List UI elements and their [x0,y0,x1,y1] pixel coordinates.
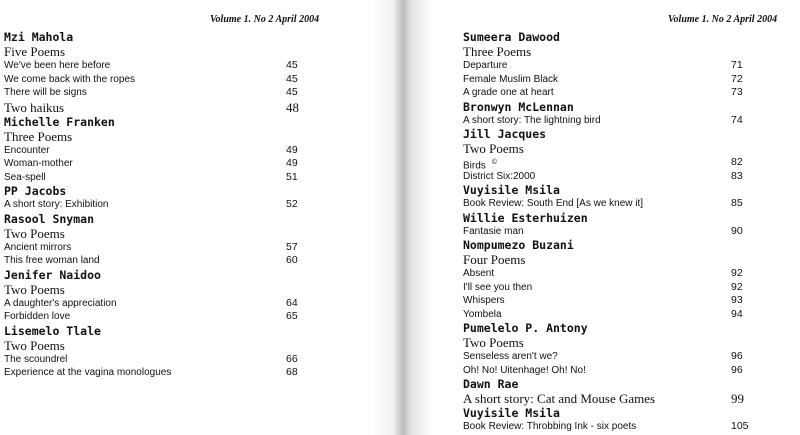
entry-title: We come back with the ropes [4,73,135,85]
toc-entry [463,364,800,378]
page-number: 99 [731,391,744,406]
page-number: 73 [731,86,743,98]
toc-entry [4,73,392,87]
toc-entry [4,59,392,73]
entry-title: This free woman land [4,255,100,266]
page-number: 92 [731,280,743,293]
page-number: 52 [286,198,298,210]
entry-title: Absent [463,268,495,279]
entry-title: Birds [463,160,486,172]
section-heading: Two Poems [463,141,524,156]
toc-entry [4,366,392,380]
entry-title: Female Muslim Black [463,73,559,85]
toc-entry [463,420,800,434]
entry-title: Woman-mother [4,158,73,169]
page-number: 92 [731,267,743,279]
entry-title: A short story: Exhibition [4,199,109,210]
toc-entry [4,310,392,324]
toc-entry [463,59,800,73]
table-of-contents [4,30,392,380]
toc-entry [463,197,800,211]
section-heading: Five Poems [4,44,66,59]
entry-title: Forbidden love [4,311,71,322]
entry-title: Book Review: South End [As we knew it] [463,198,644,209]
toc-entry [4,171,392,185]
toc-entry [463,281,800,295]
page-number: 105 [731,420,749,432]
page-number: 94 [731,307,743,320]
author-name: Sumeera Dawood [463,30,560,44]
author-name: Mzi Mahola [4,30,74,44]
page-number: 45 [286,86,298,98]
toc-entry [463,267,800,281]
section-heading: Two Poems [4,225,65,241]
page-number: 96 [731,350,743,362]
section-heading: Three Poems [4,128,73,144]
entry-title: Senseless aren't we? [463,351,558,362]
entry-title: Yombela [463,308,502,320]
page-number: 71 [731,59,743,71]
page-number: 83 [731,169,743,182]
page-number: 74 [731,113,743,126]
author-name: Jill Jacques [463,127,547,141]
page-number: 90 [731,224,743,237]
page-number: 93 [731,294,743,306]
author-name: Bronwyn McLennan [463,99,574,114]
entry-title: Book Review: Throbbing Ink - six poets [463,421,637,432]
entry-title: Whispers [463,295,505,306]
page-header: Volume 1. No 2 April 2004 [668,14,778,25]
toc-entry [463,170,800,184]
entry-title: Ancient mirrors [4,241,72,253]
toc-entry [463,156,800,170]
entry-title: Departure [463,60,508,71]
page-number: 60 [286,254,298,266]
page-number: 51 [286,170,298,183]
section-heading: Three Poems [463,44,532,59]
entry-title: A short story: The lightning bird [463,114,601,126]
table-of-contents [463,30,800,434]
entry-title: The scoundrel [4,353,68,365]
page-number: 64 [286,296,298,309]
section-heading: Four Poems [463,252,526,267]
page-number: 45 [286,72,298,85]
author-name: Vuyisile Msila [463,406,560,420]
section-heading [4,100,392,115]
entry-title: We've been here before [4,60,111,71]
toc-entry [4,198,392,212]
author-name: Vuyisile Msila [463,183,560,197]
toc-entry [4,157,392,171]
entry-title: Two haikus [4,99,65,115]
entry-title: Oh! No! Uitenhage! Oh! No! [463,364,586,376]
toc-entry [463,225,800,239]
toc-entry [4,254,392,268]
toc-entry [463,391,800,406]
page-number: 48 [286,99,299,115]
author-name: Dawn Rae [463,377,519,391]
page-number: 45 [286,59,298,71]
entry-title: A grade one at heart [463,87,554,98]
page-number: 66 [286,352,298,365]
left-page [0,0,393,435]
author-name: Rasool Snyman [4,211,95,226]
author-name: PP Jacobs [4,184,67,198]
author-name: Jenifer Naidoo [4,267,101,282]
toc-entry [4,297,392,311]
entry-title: District Six:2000 [463,170,536,182]
section-heading: Two Poems [4,281,65,297]
page-number: 85 [731,197,743,209]
page-number: 49 [286,157,298,169]
toc-entry [463,350,800,364]
entry-title: Encounter [4,144,50,156]
copyright-mark: © [491,159,497,166]
page-number: 57 [286,240,298,253]
section-heading: Two Poems [463,335,524,350]
author-name: Pumelelo P. Antony [463,321,588,335]
entry-title: Fantasie man [463,225,524,237]
author-name: Lisemelo Tlale [4,323,101,338]
toc-entry [463,114,800,128]
section-heading: Two Poems [4,337,65,353]
page-number: 96 [731,363,743,376]
entry-title: Sea-spell [4,171,46,183]
page-number: 72 [731,72,743,85]
page-number: 65 [286,310,298,322]
right-page [400,0,800,435]
toc-entry [463,308,800,322]
page-number: 82 [731,156,743,168]
author-name: Michelle Franken [4,114,115,129]
page-number: 49 [286,143,298,156]
author-name: Nompumezo Buzani [463,238,574,252]
entry-title: There will be signs [4,87,87,98]
author-name: Willie Esterhuizen [463,210,588,225]
page-header: Volume 1. No 2 April 2004 [210,14,320,25]
entry-title: A short story: Cat and Mouse Games [463,391,656,406]
toc-entry [4,353,392,367]
entry-title: Experience at the vagina monologues [4,367,172,378]
toc-entry [4,144,392,158]
page-number: 68 [286,366,298,378]
toc-entry [463,294,800,308]
toc-entry [463,73,800,87]
toc-entry [4,241,392,255]
toc-entry [4,86,392,100]
toc-entry [463,86,800,100]
entry-title: I'll see you then [463,281,533,293]
entry-title: A daughter's appreciation [4,297,117,309]
